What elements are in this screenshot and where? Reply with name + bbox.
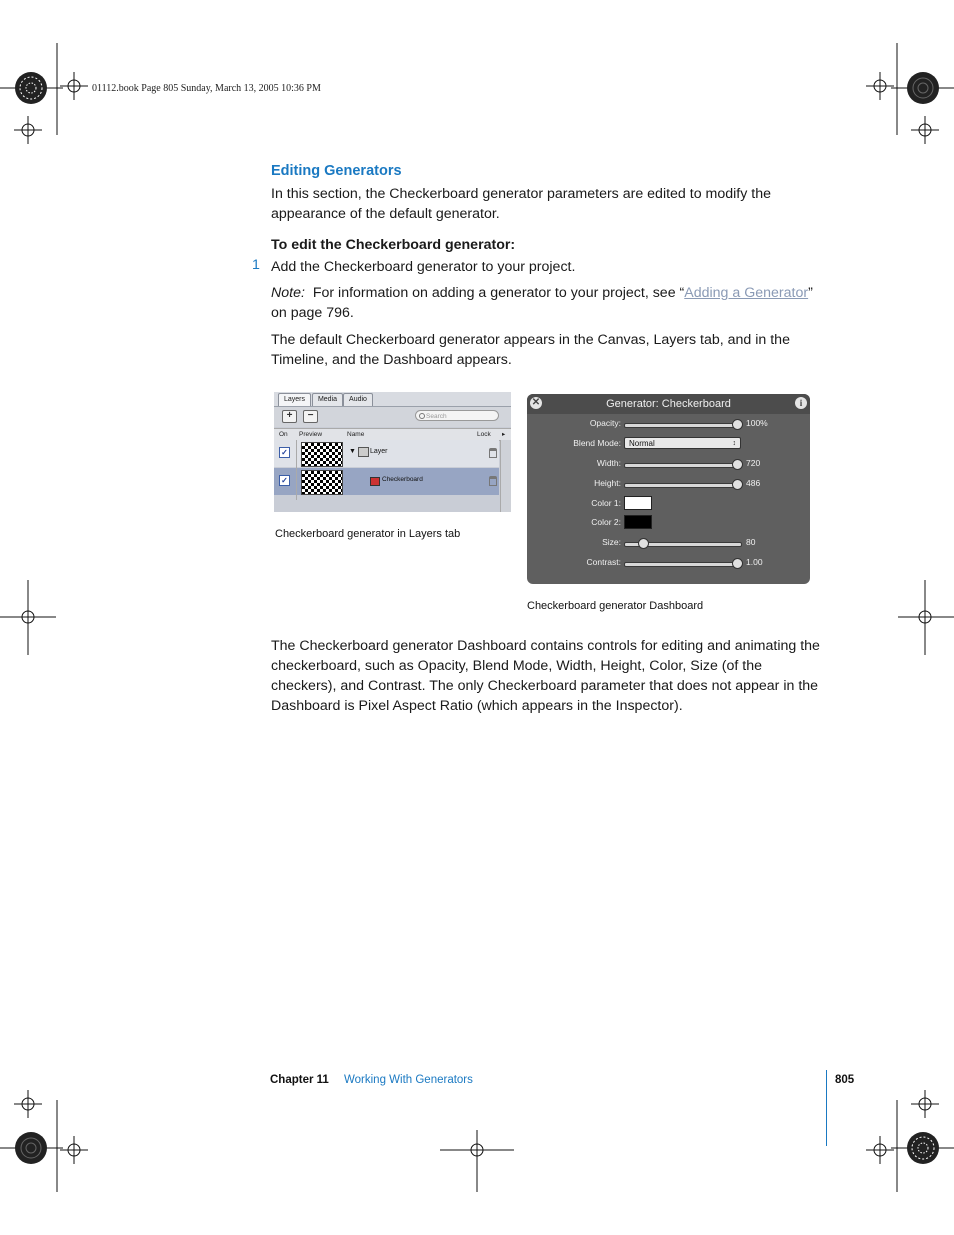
layers-scrollbar[interactable] — [500, 440, 511, 512]
info-icon[interactable]: i — [795, 397, 807, 409]
layer-preview-thumbnail — [301, 442, 343, 467]
height-value[interactable]: 486 — [746, 478, 761, 488]
lock-icon[interactable] — [489, 476, 497, 486]
note-text-after: ” on page 796. — [271, 285, 813, 321]
add-layer-button[interactable]: + — [282, 410, 297, 423]
width-slider-knob[interactable] — [732, 459, 743, 470]
height-slider[interactable] — [624, 483, 742, 488]
footer-chapter: Chapter 11 — [270, 1074, 329, 1086]
layers-caption: Checkerboard generator in Layers tab — [275, 528, 461, 540]
checkerboard-enable-checkbox[interactable]: ✓ — [279, 475, 290, 486]
lock-icon[interactable] — [489, 448, 497, 458]
tab-media[interactable]: Media — [312, 393, 343, 406]
blend-mode-popup[interactable] — [624, 437, 741, 449]
dashboard-title[interactable]: Generator: Checkerboard — [527, 394, 810, 414]
checkerboard-preview-thumbnail — [301, 470, 343, 495]
summary-paragraph: The Checkerboard generator Dashboard contains controls for editing and animating the checkerboard, such as Opacity, Blend Mode, Width, Height, Color, Size (of the checkers), and Contrast. The only Checkerboard parameter that does not appear in the Dashboard is Pixel Aspect Ratio (which appears in the Inspector). — [271, 638, 820, 714]
footer-divider — [826, 1070, 827, 1146]
step-number: 1 — [252, 257, 260, 273]
layer-name: Layer — [370, 448, 388, 455]
color1-label: Color 1: — [591, 498, 621, 508]
note-text-before: For information on adding a generator to your project, see “ — [312, 285, 685, 301]
disclosure-triangle-icon[interactable]: ▼ — [349, 448, 356, 455]
layers-search-field[interactable] — [415, 410, 499, 421]
layer-stack-icon — [358, 447, 369, 457]
opacity-value[interactable]: 100% — [746, 418, 768, 428]
column-menu-icon[interactable]: ▸ — [502, 431, 506, 438]
color2-swatch[interactable] — [624, 515, 652, 529]
height-slider-knob[interactable] — [732, 479, 743, 490]
color1-swatch[interactable] — [624, 496, 652, 510]
width-slider[interactable] — [624, 463, 742, 468]
contrast-value[interactable]: 1.00 — [746, 557, 763, 567]
note — [271, 283, 831, 323]
contrast-label: Contrast: — [586, 557, 621, 567]
section-intro: In this section, the Checkerboard generator parameters are edited to modify the appearance of the default generator. — [271, 186, 771, 222]
note-label: Note: — [271, 285, 305, 301]
layer-enable-checkbox[interactable]: ✓ — [279, 447, 290, 458]
column-divider — [296, 440, 297, 500]
size-label: Size: — [602, 537, 621, 547]
checkerboard-layer-name: Checkerboard — [382, 476, 423, 483]
result-paragraph: The default Checkerboard generator appears in the Canvas, Layers tab, and in the Timeline, and the Dashboard appears. — [271, 332, 790, 368]
contrast-slider[interactable] — [624, 562, 742, 567]
height-label: Height: — [594, 478, 621, 488]
footer-page-number: 805 — [835, 1074, 855, 1086]
blend-mode-value: Normal — [629, 439, 655, 448]
search-placeholder: Search — [426, 413, 447, 420]
opacity-slider[interactable] — [624, 423, 742, 428]
contrast-slider-knob[interactable] — [732, 558, 743, 569]
col-preview[interactable]: Preview — [299, 431, 323, 438]
printer-header: 01112.book Page 805 Sunday, March 13, 2005 10:36 PM — [92, 83, 321, 94]
close-icon[interactable]: ✕ — [531, 397, 541, 408]
blend-mode-label: Blend Mode: — [573, 438, 621, 448]
color2-label: Color 2: — [591, 517, 621, 527]
tab-layers[interactable]: Layers — [278, 393, 311, 406]
width-value[interactable]: 720 — [746, 458, 761, 468]
dashboard-caption: Checkerboard generator Dashboard — [527, 600, 704, 612]
footer-chapter-title[interactable]: Working With Generators — [344, 1074, 473, 1086]
opacity-label: Opacity: — [589, 418, 621, 428]
size-slider-knob[interactable] — [638, 538, 649, 549]
layers-tabbar — [274, 392, 511, 407]
step-text: Add the Checkerboard generator to your project. — [271, 259, 576, 275]
width-label: Width: — [596, 458, 621, 468]
popup-arrows-icon: ↕ — [732, 440, 736, 447]
procedure-heading: To edit the Checkerboard generator: — [271, 237, 516, 253]
size-value[interactable]: 80 — [746, 537, 756, 547]
layers-panel — [274, 392, 511, 512]
col-on[interactable]: On — [279, 431, 288, 438]
layer-row[interactable] — [274, 440, 499, 467]
remove-layer-button[interactable]: − — [303, 410, 318, 423]
tab-audio[interactable]: Audio — [343, 393, 373, 406]
checkerboard-row[interactable] — [274, 468, 499, 495]
col-lock[interactable]: Lock — [477, 431, 491, 438]
col-name[interactable]: Name — [347, 431, 365, 438]
dashboard-hud — [527, 394, 810, 584]
adding-generator-link[interactable]: Adding a Generator — [684, 285, 809, 301]
generator-icon — [370, 477, 380, 486]
size-slider[interactable] — [624, 542, 742, 547]
layers-toolbar — [274, 407, 511, 427]
section-title: Editing Generators — [271, 163, 402, 179]
opacity-slider-knob[interactable] — [732, 419, 743, 430]
search-icon — [419, 413, 425, 419]
